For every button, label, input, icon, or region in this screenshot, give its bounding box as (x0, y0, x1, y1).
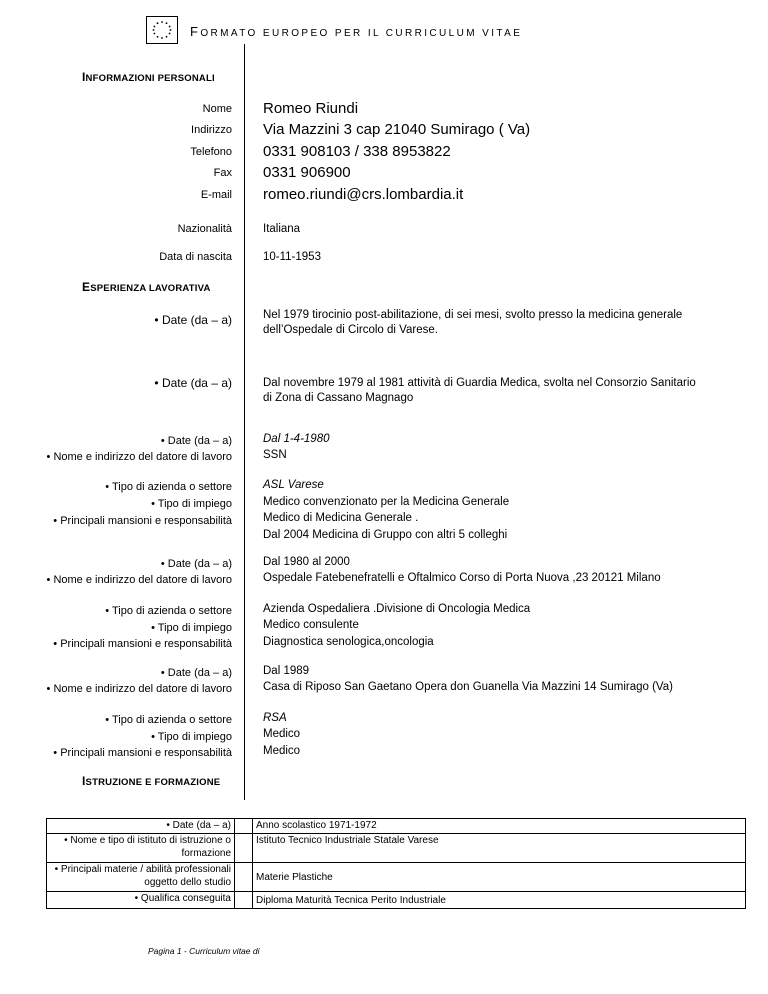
work4-sector-label: • Tipo di azienda o settore (105, 605, 232, 617)
label-nome: Nome (202, 103, 232, 115)
work3-employer: SSN (263, 449, 287, 461)
eu-stars-icon (147, 17, 177, 43)
work5-date-label: • Date (da – a) (160, 667, 232, 679)
work5-type: Medico (263, 728, 301, 740)
edu-label: • Principali materie / abilità professionali oggetto dello studio (47, 863, 235, 892)
value-nazionalita: Italiana (263, 223, 301, 235)
value-telefono: 0331 908103 / 338 8953822 (263, 143, 451, 160)
value-nome: Romeo Riundi (263, 100, 359, 117)
value-indirizzo: Via Mazzini 3 cap 21040 Sumirago ( Va) (263, 121, 531, 138)
value-data-nascita: 10-11-1953 (263, 251, 321, 263)
work4-duties-label: • Principali mansioni e responsabilità (53, 638, 232, 650)
work4-duties: Diagnostica senologica,oncologia (263, 636, 434, 648)
edu-label: • Date (da – a) (47, 819, 235, 834)
edu-value: Diploma Maturità Tecnica Perito Industriale (253, 892, 746, 909)
value-email[interactable]: romeo.riundi@crs.lombardia.it (263, 186, 464, 203)
work4-employer-label: • Nome e indirizzo del datore di lavoro (46, 574, 232, 586)
label-data-nascita: Data di nascita (159, 251, 232, 263)
work3-sector-label: • Tipo di azienda o settore (105, 481, 232, 493)
edu-label: • Qualifica conseguita (47, 892, 235, 909)
label-nazionalita: Nazionalità (177, 223, 232, 235)
work4-employer: Ospedale Fatebenefratelli e Oftalmico Corso di Porta Nuova ,23 20121 Milano (263, 572, 661, 584)
work4-date-label: • Date (da – a) (160, 558, 232, 570)
section-work-experience: ESPERIENZA LAVORATIVA (82, 280, 211, 294)
label-fax: Fax (213, 167, 232, 179)
work3-duties-2: Dal 2004 Medicina di Gruppo con altri 5 colleghi (263, 529, 508, 541)
edu-value: Istituto Tecnico Industriale Statale Varese (253, 834, 746, 863)
work3-type-label: • Tipo di impiego (151, 498, 232, 510)
table-row (47, 834, 746, 863)
table-row (47, 892, 746, 909)
work3-employer-label: • Nome e indirizzo del datore di lavoro (46, 451, 232, 463)
work-entry-1: Nel 1979 tirocinio post-abilitazione, di sei mesi, svolto presso la medicina generale dell’Ospedale di Circolo di Varese. (263, 309, 683, 336)
work5-employer-label: • Nome e indirizzo del datore di lavoro (46, 683, 232, 695)
work4-type-label: • Tipo di impiego (151, 622, 232, 634)
work3-type: Medico convenzionato per la Medicina Generale (263, 496, 510, 508)
edu-value: Materie Plastiche (253, 863, 746, 892)
work4-date: Dal 1980 al 2000 (263, 556, 350, 568)
edu-value: Anno scolastico 1971-1972 (253, 819, 746, 834)
page-footer: Pagina 1 - Curriculum vitae di (148, 946, 260, 956)
work3-duties-1: Medico di Medicina Generale . (263, 512, 419, 524)
work5-sector: RSA (263, 712, 287, 724)
work3-date: Dal 1-4-1980 (263, 433, 330, 445)
document-title: FORMATO EUROPEO PER IL CURRICULUM VITAE (190, 24, 523, 39)
edu-label: • Nome e tipo di istituto di istruzione o formazione (47, 834, 235, 863)
label-email: E-mail (200, 189, 232, 201)
work3-date-label: • Date (da – a) (160, 435, 232, 447)
work3-duties-label: • Principali mansioni e responsabilità (53, 515, 232, 527)
work-date-label-2: • Date (da – a) (154, 376, 232, 390)
label-telefono: Telefono (190, 146, 232, 158)
education-table (46, 818, 746, 909)
label-indirizzo: Indirizzo (191, 124, 232, 136)
work3-sector: ASL Varese (263, 479, 324, 491)
work-date-label-1: • Date (da – a) (154, 313, 232, 327)
value-fax: 0331 906900 (263, 164, 351, 181)
section-education: ISTRUZIONE E FORMAZIONE (82, 774, 221, 788)
table-row (47, 819, 746, 834)
work5-date: Dal 1989 (263, 665, 310, 677)
work4-type: Medico consulente (263, 619, 359, 631)
work-entry-2: Dal novembre 1979 al 1981 attività di Guardia Medica, svolta nel Consorzio Sanitario di Zona di Cassano Magnago (263, 377, 696, 404)
work4-sector: Azienda Ospedaliera .Divisione di Oncologia Medica (263, 603, 531, 615)
column-divider (244, 44, 245, 800)
work5-type-label: • Tipo di impiego (151, 731, 232, 743)
work5-duties-label: • Principali mansioni e responsabilità (53, 747, 232, 759)
work5-sector-label: • Tipo di azienda o settore (105, 714, 232, 726)
section-personal-info: INFORMAZIONI PERSONALI (82, 70, 215, 84)
work5-duties: Medico (263, 745, 301, 757)
work5-employer: Casa di Riposo San Gaetano Opera don Guanella Via Mazzini 14 Sumirago (Va) (263, 681, 673, 693)
eu-flag-logo (146, 16, 178, 44)
table-row (47, 863, 746, 892)
